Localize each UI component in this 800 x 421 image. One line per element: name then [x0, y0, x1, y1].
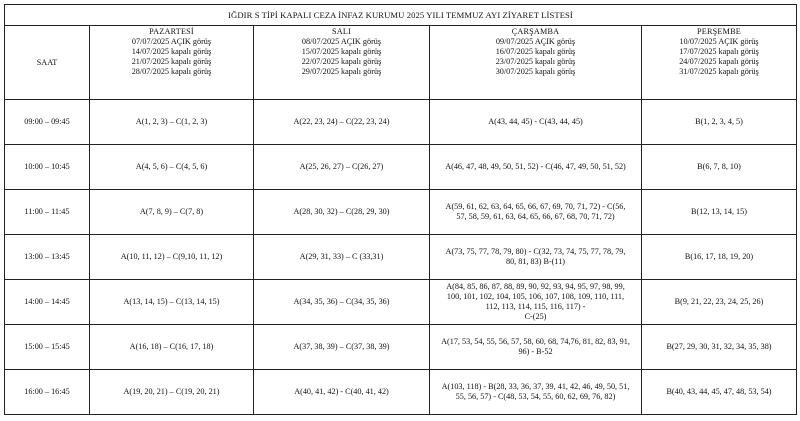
- visit-group-line: A(16, 18) – C(16, 17, 18): [129, 342, 214, 351]
- title-row: [5, 5, 797, 26]
- visit-group-line: B(40, 43, 44, 45, 47, 48, 53, 54): [666, 387, 772, 396]
- visit-group-line: A(10, 11, 12) – C(9,10, 11, 12): [120, 252, 223, 261]
- visit-group-line: A(34, 35, 36) – C(34, 35, 36): [293, 297, 390, 306]
- header-row: [5, 26, 797, 100]
- day-date-line: 07/07/2025 AÇIK görüş: [131, 37, 212, 46]
- time-slot-row: [5, 190, 797, 235]
- visit-group-line: A(40, 41, 42) - C(40, 41, 42): [294, 387, 389, 396]
- visit-group-line: A(22, 23, 24) – C(22, 23, 24): [293, 117, 390, 126]
- time-slot-label: 15:00 – 15:45: [5, 325, 90, 370]
- time-slot-label: 10:00 – 10:45: [5, 145, 90, 190]
- visit-group-line: A(84, 85, 86, 87, 88, 89, 90, 92, 93, 94, 95, 97, 98, 99,: [446, 282, 625, 291]
- time-slot-row: [5, 145, 797, 190]
- visit-group-line: A(7, 8, 9) – C(7, 8): [139, 207, 204, 216]
- day-date-line: 17/07/2025 kapalı görüş: [679, 47, 759, 56]
- visit-group-line: 57, 58, 59, 61, 63, 64, 65, 66, 67, 68, 70, 71, 72): [456, 212, 615, 221]
- day-date-line: 30/07/2025 kapalı görüş: [495, 67, 576, 76]
- visit-cell-thursday: [642, 100, 797, 145]
- visit-group-line: 112, 113, 114, 115, 116, 117) -: [485, 302, 586, 311]
- visit-group-line: B(27, 29, 30, 31, 32, 34, 35, 38): [666, 342, 772, 351]
- visit-group-line: A(103, 118) - B(28, 33, 36, 37, 39, 41, 42, 46, 49, 50, 51,: [441, 382, 630, 391]
- visit-group-line: B(1, 2, 3, 4, 5): [695, 117, 743, 126]
- visit-group-line: B(12, 13, 14, 15): [691, 207, 747, 216]
- visit-group-line: B(16, 17, 18, 19, 20): [684, 252, 754, 261]
- visit-group-line: 55, 56, 57) - C(48, 53, 54, 55, 60, 62, 69, 76, 82): [455, 392, 616, 401]
- visit-group-line: 96) - B-52: [518, 347, 553, 356]
- visit-cell-wednesday: [430, 100, 642, 145]
- day-date-line: 29/07/2025 kapalı görüş: [301, 67, 382, 76]
- day-date-line: 31/07/2025 kapalı görüş: [679, 67, 759, 76]
- visit-cell-thursday: [642, 280, 797, 325]
- day-name: PAZARTESİ: [149, 27, 194, 36]
- visit-cell-tuesday: [254, 145, 430, 190]
- day-header-monday: [90, 26, 254, 100]
- visit-cell-tuesday: [254, 325, 430, 370]
- visit-cell-monday: [90, 325, 254, 370]
- day-date-line: 21/07/2025 kapalı görüş: [131, 57, 212, 66]
- day-date-line: 14/07/2025 kapalı görüş: [131, 47, 212, 56]
- visit-cell-monday: [90, 280, 254, 325]
- visit-group-line: A(19, 20, 21) – C(19, 20, 21): [123, 387, 220, 396]
- day-date-line: 16/07/2025 kapalı görüş: [495, 47, 576, 56]
- visit-group-line: A(59, 61, 62, 63, 64, 65, 66, 67, 69, 70, 71, 72) - C(56,: [445, 202, 626, 211]
- time-slot-label: 09:00 – 09:45: [5, 100, 90, 145]
- visit-group-line: A(4, 5, 6) – C(4, 5, 6): [135, 162, 208, 171]
- day-date-line: 28/07/2025 kapalı görüş: [131, 67, 212, 76]
- visit-cell-thursday: [642, 370, 797, 415]
- visit-group-line: 100, 101, 102, 104, 105, 106, 107, 108, 109, 110, 111,: [446, 292, 625, 301]
- visit-cell-monday: [90, 145, 254, 190]
- visit-cell-tuesday: [254, 370, 430, 415]
- visit-group-line: A(17, 53, 54, 55, 56, 57, 58, 60, 68, 74,76, 81, 82, 83, 91,: [441, 337, 630, 346]
- day-date-line: 24/07/2025 kapalı görüş: [679, 57, 759, 66]
- time-slot-row: [5, 370, 797, 415]
- visit-group-line: A(1, 2, 3) – C(1, 2, 3): [135, 117, 208, 126]
- day-name: PERŞEMBE: [697, 27, 741, 36]
- day-date-line: 09/07/2025 AÇIK görüş: [495, 37, 576, 46]
- day-header-thursday: [642, 26, 797, 100]
- visit-cell-thursday: [642, 325, 797, 370]
- visit-cell-tuesday: [254, 100, 430, 145]
- time-column-header: SAAT: [5, 26, 90, 100]
- day-date-line: 23/07/2025 kapalı görüş: [495, 57, 576, 66]
- visit-group-line: C-(25): [524, 312, 547, 321]
- day-name: ÇARŞAMBA: [511, 27, 560, 36]
- visit-cell-monday: [90, 235, 254, 280]
- visit-cell-wednesday: [430, 280, 642, 325]
- day-date-line: 15/07/2025 kapalı görüş: [301, 47, 382, 56]
- visit-cell-thursday: [642, 235, 797, 280]
- visit-cell-wednesday: [430, 190, 642, 235]
- visit-schedule-table: [4, 4, 797, 415]
- day-header-wednesday: [430, 26, 642, 100]
- visit-group-line: A(29, 31, 33) – C (33,31): [299, 252, 384, 261]
- visit-cell-thursday: [642, 145, 797, 190]
- visit-cell-wednesday: [430, 370, 642, 415]
- visit-cell-tuesday: [254, 190, 430, 235]
- visit-group-line: 80, 81, 83) B-(11): [505, 257, 566, 266]
- time-slot-row: [5, 280, 797, 325]
- visit-cell-wednesday: [430, 145, 642, 190]
- visit-schedule-document: [4, 4, 797, 415]
- day-date-line: 22/07/2025 kapalı görüş: [301, 57, 382, 66]
- visit-group-line: A(73, 75, 77, 78, 79, 80) - C(32, 73, 74, 75, 77, 78, 79,: [445, 247, 626, 256]
- visit-cell-tuesday: [254, 235, 430, 280]
- visit-group-line: A(13, 14, 15) – C(13, 14, 15): [123, 297, 220, 306]
- visit-cell-tuesday: [254, 280, 430, 325]
- visit-group-line: B(6, 7, 8, 10): [697, 162, 741, 171]
- day-name: SALI: [332, 27, 351, 36]
- day-header-tuesday: [254, 26, 430, 100]
- visit-group-line: A(37, 38, 39) – C(37, 38, 39): [293, 342, 390, 351]
- visit-group-line: B(9, 21, 22, 23, 24, 25, 26): [674, 297, 764, 306]
- visit-cell-monday: [90, 100, 254, 145]
- visit-cell-monday: [90, 370, 254, 415]
- visit-cell-thursday: [642, 190, 797, 235]
- time-slot-row: [5, 235, 797, 280]
- time-slot-row: [5, 100, 797, 145]
- visit-group-line: A(43, 44, 45) - C(43, 44, 45): [488, 117, 583, 126]
- visit-cell-wednesday: [430, 235, 642, 280]
- time-slot-label: 16:00 – 16:45: [5, 370, 90, 415]
- day-date-line: 08/07/2025 AÇIK görüş: [301, 37, 382, 46]
- day-date-line: 10/07/2025 AÇIK görüş: [679, 37, 759, 46]
- time-slot-label: 11:00 – 11:45: [5, 190, 90, 235]
- time-slot-row: [5, 325, 797, 370]
- visit-group-line: A(25, 26, 27) – C(26, 27): [299, 162, 384, 171]
- visit-group-line: A(46, 47, 48, 49, 50, 51, 52) - C(46, 47, 49, 50, 51, 52): [445, 162, 626, 171]
- visit-cell-wednesday: [430, 325, 642, 370]
- schedule-title: IĞDIR S TİPİ KAPALI CEZA İNFAZ KURUMU 2025 YILI TEMMUZ AYI ZİYARET LİSTESİ: [5, 5, 797, 26]
- time-slot-label: 14:00 – 14:45: [5, 280, 90, 325]
- time-slot-label: 13:00 – 13:45: [5, 235, 90, 280]
- visit-cell-monday: [90, 190, 254, 235]
- visit-group-line: A(28, 30, 32) – C(28, 29, 30): [293, 207, 390, 216]
